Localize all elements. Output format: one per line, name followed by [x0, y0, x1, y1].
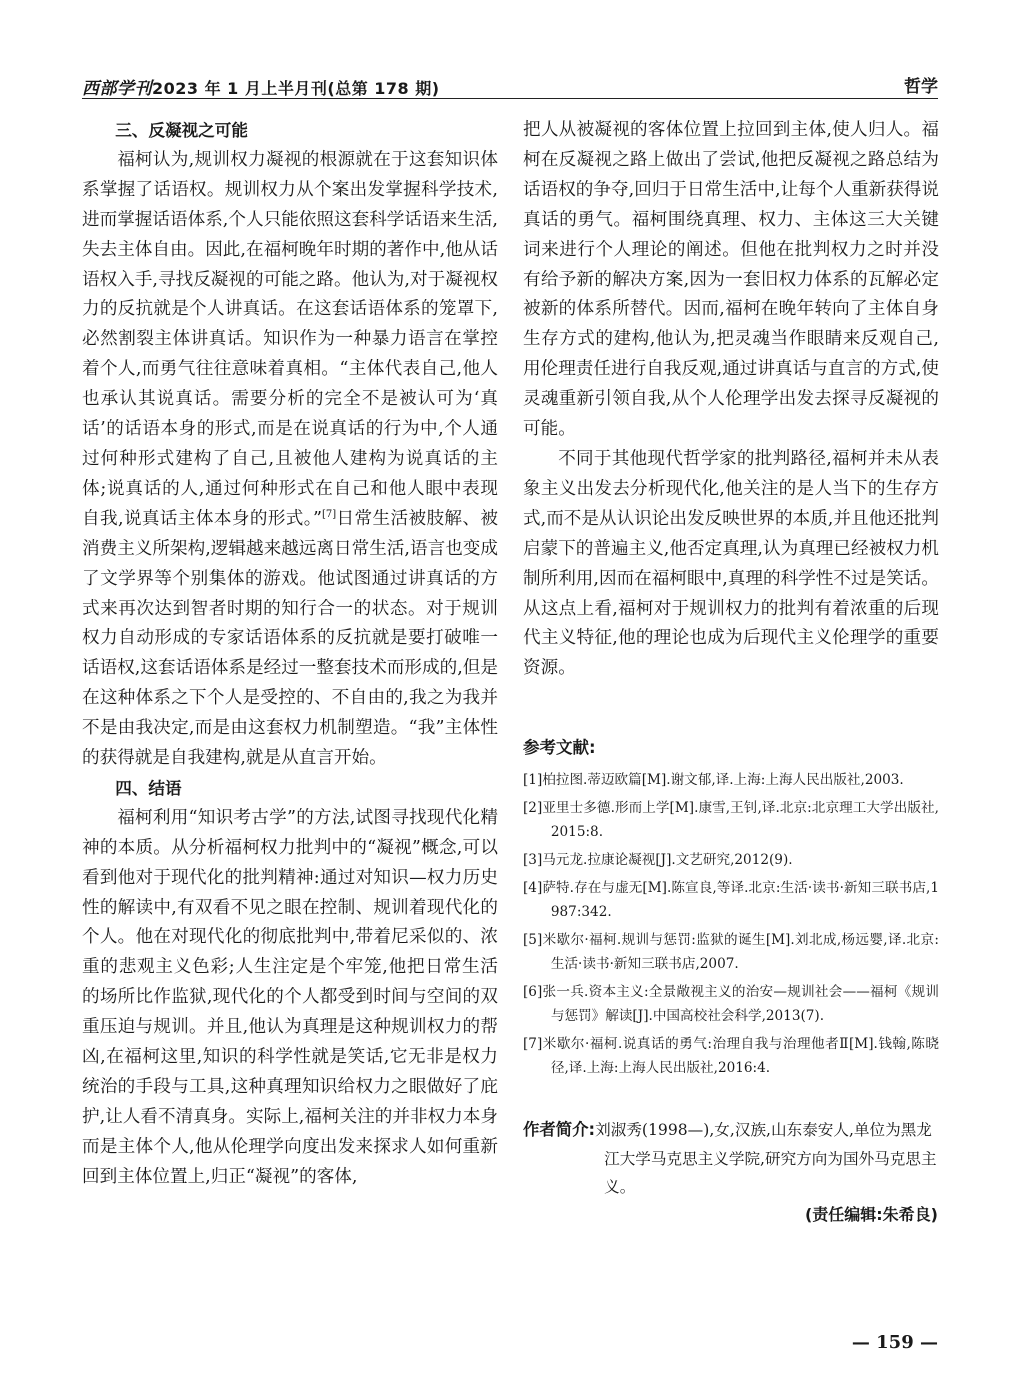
journal-logo: 西部学刊: [82, 79, 152, 99]
left-column: [82, 116, 498, 1193]
responsible-editor: (责任编辑:朱希良): [804, 1205, 938, 1224]
section-heading-3: 三、反凝视之可能: [115, 121, 248, 140]
author-bio-text: 刘淑秀(1998—),女,汉族,山东泰安人,单位为黑龙江大学马克思主义学院,研究方向为国外马克思主义。: [595, 1121, 937, 1196]
citation-7: [7]: [321, 508, 337, 520]
reference-item: [5]米歇尔·福柯.规训与惩罚:监狱的诞生[M].刘北成,杨远婴,译.北京:生活·读书·新知三联书店,2007.: [523, 931, 939, 973]
header-divider: [82, 98, 938, 99]
reference-item: [2]亚里士多德.形而上学[M].康雪,王钊,译.北京:北京理工大学出版社,2015:8.: [523, 799, 939, 841]
paragraph-1-text-b: 日常生活被肢解、被消费主义所架构,逻辑越来越远离日常生活,语言也变成了文学界等个别集体的游戏。他试图通过讲真话的方式来再次达到智者时期的知行合一的状态。对于规训权力自动形成的专家话语体系的反抗就是要打破唯一话语权,这套话语体系是经过一整套技术而形成的,但是在这种体系之下个人是受控的、不自由的,我之为我并不是由我决定,而是由这套权力机制塑造。“我”主体性的获得就是自我建构,就是从直言开始。: [82, 508, 498, 769]
right-column: [523, 116, 939, 684]
reference-item: [3]马元龙.拉康论凝视[J].文艺研究,2012(9).: [523, 851, 793, 868]
reference-item: [4]萨特.存在与虚无[M].陈宣良,等译.北京:生活·读书·新知三联书店,1987:342.: [523, 879, 939, 920]
reference-item: [7]米歇尔·福柯.说真话的勇气:治理自我与治理他者Ⅱ[M].钱翰,陈晓径,译.上海:上海人民出版社,2016:4.: [523, 1035, 939, 1077]
references-list: [523, 768, 939, 1084]
journal-issue-line: [82, 74, 440, 99]
paragraph-3: 把人从被凝视的客体位置上拉回到主体,使人归人。福柯在反凝视之路上做出了尝试,他把反凝视之路总结为话语权的争夺,回归于日常生活中,让每个人重新获得说真话的勇气。福柯围绕真理、权力、主体这三大关键词来进行个人理论的阐述。但他在批判权力之时并没有给予新的解决方案,因为一套旧权力体系的瓦解必定被新的体系所替代。因而,福柯在晚年转向了主体自身生存方式的建构,他认为,把灵魂当作眼睛来反观自己,用伦理责任进行自我反观,通过讲真话与直言的方式,使灵魂重新引领自我,从个人伦理学出发去探寻反凝视的可能。: [523, 120, 939, 440]
page-number: — 159 —: [851, 1332, 938, 1353]
paragraph-4: 不同于其他现代哲学家的批判路径,福柯并未从表象主义出发去分析现代化,他关注的是人当下的生存方式,而不是从认识论出发反映世界的本质,并且他还批判启蒙下的普遍主义,他否定真理,认为真理已经被权力机制所利用,因而在福柯眼中,真理的科学性不过是笑话。从这点上看,福柯对于规训权力的批判有着浓重的后现代主义特征,他的理论也成为后现代主义伦理学的重要资源。: [523, 448, 939, 679]
page-header: [82, 60, 938, 100]
issue-info: 2023 年 1 月上半月刊(总第 178 期): [152, 79, 440, 98]
reference-item: [1]柏拉图.蒂迈欧篇[M].谢文郁,译.上海:上海人民出版社,2003.: [523, 772, 904, 788]
section-heading-4: 四、结语: [115, 778, 182, 798]
paragraph-1-text-a: 福柯认为,规训权力凝视的根源就在于这套知识体系掌握了话语权。规训权力从个案出发掌握科学技术,进而掌握话语体系,个人只能依照这套科学话语来生活,失去主体自由。因此,在福柯晚年时期的著作中,他从话语权入手,寻找反凝视的可能之路。他认为,对于凝视权力的反抗就是个人讲真话。在这套话语体系的笼罩下,必然割裂主体讲真话。知识作为一种暴力语言在掌控着个人,而勇气往往意味着真相。“主体代表自己,他人也承认其说真话。需要分析的完全不是被认可为‘真话’的话语本身的形式,而是在说真话的行为中,个人通过何种形式建构了自己,且被他人建构为说真话的主体;说真话的人,通过何种形式在自己和他人眼中表现自我,说真话主体本身的形式。”: [82, 149, 499, 529]
author-bio: [523, 1116, 939, 1202]
section-label: 哲学: [904, 77, 938, 97]
reference-item: [6]张一兵.资本主义:全景敞视主义的治安—规训社会——福柯《规训与惩罚》解读[J].中国高校社会科学,2013(7).: [523, 983, 939, 1025]
paragraph-2: 福柯利用“知识考古学”的方法,试图寻找现代化精神的本质。从分析福柯权力批判中的“凝视”概念,可以看到他对于现代化的批判精神:通过对知识—权力历史性的解读中,有双看不见之眼在控制、规训着现代化的个人。他在对现代化的彻底批判中,带着尼采似的、浓重的悲观主义色彩;人生注定是个牢笼,他把日常生活的场所比作监狱,现代化的个人都受到时间与空间的双重压迫与规训。并且,他认为真理是这种规训权力的帮凶,在福柯这里,知识的科学性就是笑话,它无非是权力统治的手段与工具,这种真理知识给权力之眼做好了庇护,让人看不清真身。实际上,福柯关注的并非权力本身而是主体个人,他从伦理学向度出发来探求人如何重新回到主体位置上,归正“凝视”的客体,: [82, 807, 498, 1187]
references-title: 参考文献:: [523, 738, 596, 757]
author-bio-label: 作者简介:: [523, 1120, 596, 1139]
paragraph-1: [82, 146, 498, 774]
